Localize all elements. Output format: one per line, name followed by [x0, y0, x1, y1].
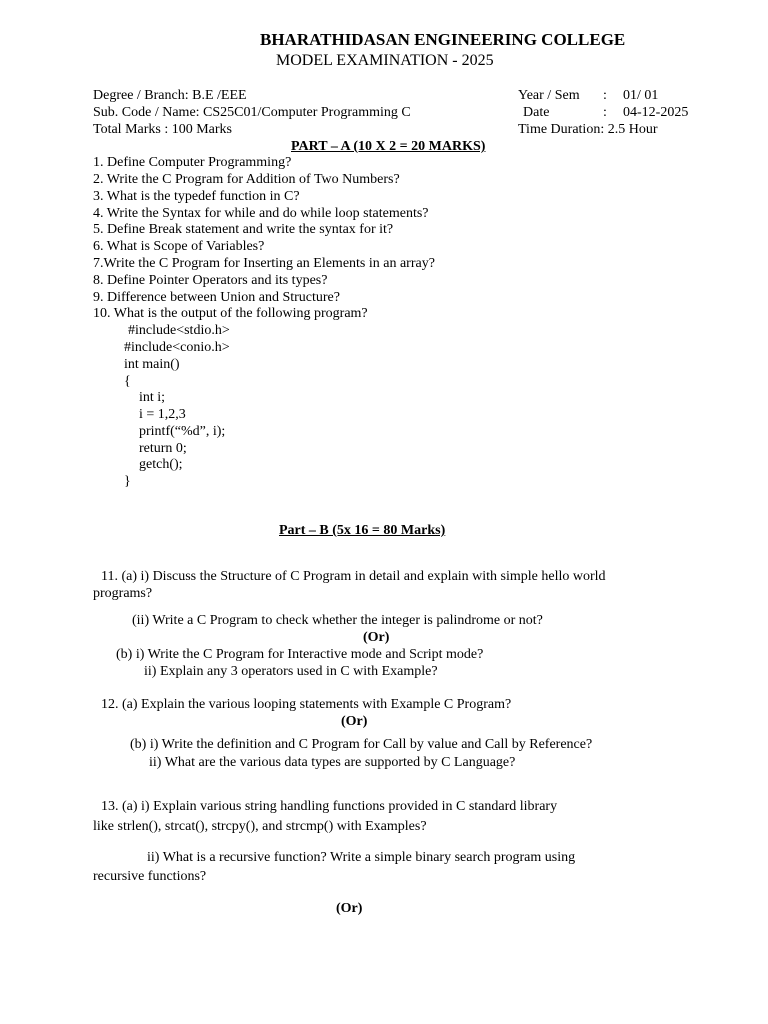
exam-title: MODEL EXAMINATION - 2025: [276, 52, 494, 69]
code-line: {: [124, 374, 131, 389]
question-3: 3. What is the typedef function in C?: [93, 189, 300, 204]
part-b-heading: Part – B (5x 16 = 80 Marks): [279, 523, 446, 538]
question-11a-ii: (ii) Write a C Program to check whether the integer is palindrome or not?: [132, 613, 543, 628]
question-13a-i: 13. (a) i) Explain various string handling functions provided in C standard library: [101, 799, 558, 814]
question-11b-ii: ii) Explain any 3 operators used in C with Example?: [144, 664, 438, 679]
or-separator: (Or): [341, 714, 368, 729]
code-line: #include<stdio.h>: [128, 323, 230, 338]
year-sem-value: 01/ 01: [623, 88, 659, 103]
date-label: Date: [523, 105, 550, 120]
question-8: 8. Define Pointer Operators and its types?: [93, 273, 328, 288]
question-12b-ii: ii) What are the various data types are supported by C Language?: [149, 755, 516, 770]
date-separator: :: [603, 105, 607, 120]
code-line: getch();: [139, 457, 183, 472]
question-13a-ii-cont: recursive functions?: [93, 869, 207, 884]
year-sem-label: Year / Sem: [518, 88, 580, 103]
question-7: 7.Write the C Program for Inserting an Elements in an array?: [93, 256, 435, 271]
question-11a-i: 11. (a) i) Discuss the Structure of C Program in detail and explain with simple hello world: [101, 569, 606, 584]
code-line: int main(): [124, 357, 180, 372]
question-2: 2. Write the C Program for Addition of Two Numbers?: [93, 172, 400, 187]
date-value: 04-12-2025: [623, 105, 689, 120]
question-4: 4. Write the Syntax for while and do while loop statements?: [93, 206, 429, 221]
code-line: return 0;: [139, 441, 187, 456]
question-10: 10. What is the output of the following program?: [93, 306, 368, 321]
question-13a-ii: ii) What is a recursive function? Write a simple binary search program using: [147, 850, 576, 865]
or-separator: (Or): [336, 901, 363, 916]
time-duration: Time Duration: 2.5 Hour: [518, 122, 658, 137]
code-line: }: [124, 474, 131, 489]
degree-branch: Degree / Branch: B.E /EEE: [93, 88, 247, 103]
question-6: 6. What is Scope of Variables?: [93, 239, 265, 254]
question-1: 1. Define Computer Programming?: [93, 155, 292, 170]
code-line: #include<conio.h>: [124, 340, 230, 355]
code-line: int i;: [139, 390, 166, 405]
code-line: i = 1,2,3: [139, 407, 186, 422]
subject-code-name: Sub. Code / Name: CS25C01/Computer Programming C: [93, 105, 411, 120]
question-13a-i-cont: like strlen(), strcat(), strcpy(), and strcmp() with Examples?: [93, 819, 427, 834]
question-12a: 12. (a) Explain the various looping statements with Example C Program?: [101, 697, 512, 712]
question-9: 9. Difference between Union and Structure?: [93, 290, 340, 305]
year-sem-separator: :: [603, 88, 607, 103]
question-11a-i-cont: programs?: [93, 586, 153, 601]
code-line: printf(“%d”, i);: [139, 424, 226, 439]
or-separator: (Or): [363, 630, 390, 645]
question-12b-i: (b) i) Write the definition and C Program for Call by value and Call by Reference?: [130, 737, 593, 752]
question-11b-i: (b) i) Write the C Program for Interactive mode and Script mode?: [116, 647, 484, 662]
question-5: 5. Define Break statement and write the syntax for it?: [93, 222, 394, 237]
total-marks: Total Marks : 100 Marks: [93, 122, 233, 137]
part-a-heading: PART – A (10 X 2 = 20 MARKS): [291, 139, 486, 154]
college-name: BHARATHIDASAN ENGINEERING COLLEGE: [260, 30, 626, 49]
